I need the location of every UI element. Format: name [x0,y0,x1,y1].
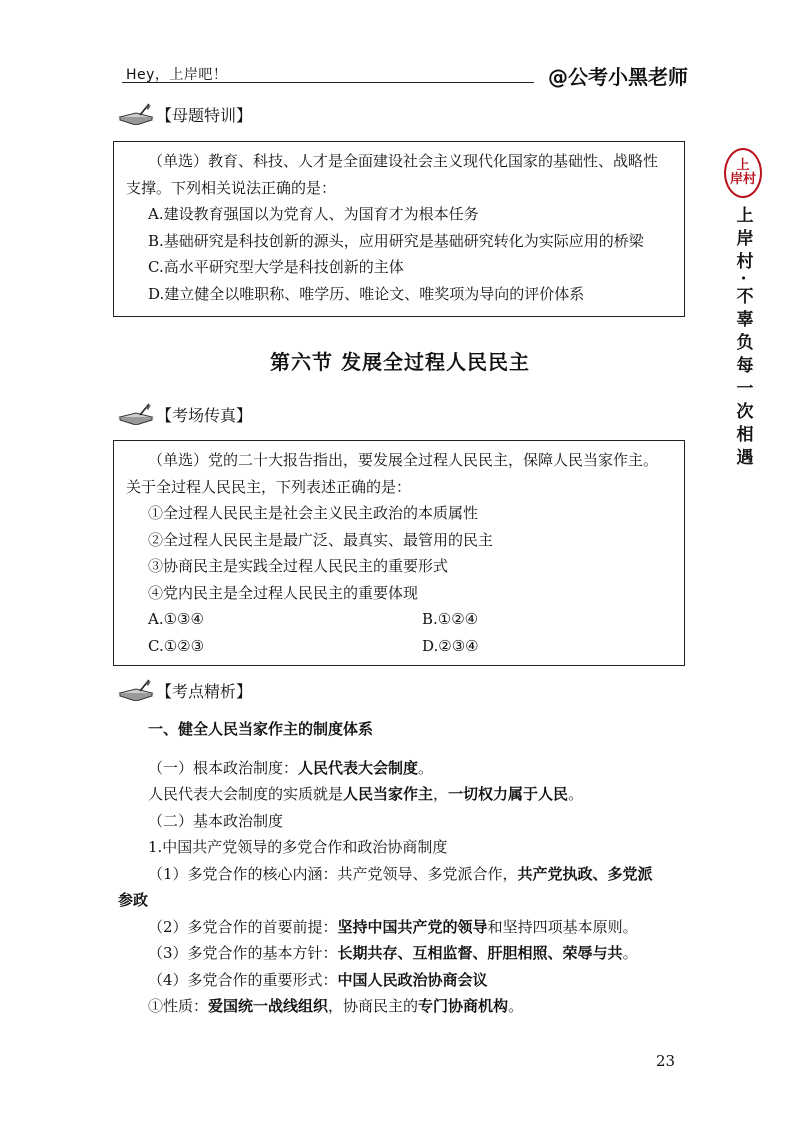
page-number: 23 [656,1052,676,1070]
choice-a: A.①③④ [148,610,204,628]
text: ，协商民主的 [328,997,419,1015]
paragraph-1 [118,755,688,782]
question-box-exam [113,440,685,666]
side-motto: 上岸村·不辜负每一次相遇 [732,206,753,471]
emphasis: 人民代表大会制度 [298,758,419,777]
answer-option-a: A.建设教育强国以为党育人、为国育才为根本任务 [148,205,479,223]
text: ， [433,785,449,803]
text: 。 [568,785,584,803]
section-tag-label: 【母题特训】 [156,105,253,125]
text: 。 [508,997,524,1015]
choice-d: D.②③④ [422,636,479,655]
emphasis: 参政 [118,891,149,909]
text: （2）多党合作的首要前提： [148,917,338,936]
section-tag-label: 【考点精析】 [156,681,253,701]
seal-line-2: 岸村 [729,172,756,187]
question-stem-line1: （单选）党的二十大报告指出，要发展全过程人民民主，保障人民当家作主。 [148,451,659,469]
paragraph-4: 1.中国共产党领导的多党合作和政治协商制度 [148,838,448,856]
book-quill-icon [118,103,154,125]
book-quill-icon [118,403,154,425]
text: （一）根本政治制度： [148,758,299,777]
paragraph-6 [118,914,688,941]
text: 。 [622,944,638,962]
question-stem-line2: 关于全过程人民民主，下列表述正确的是： [126,477,412,496]
section-tag-analysis [118,677,252,703]
answer-option-c: C.高水平研究型大学是科技创新的主体 [148,258,404,276]
answer-option-b: B.基础研究是科技创新的源头，应用研究是基础研究转化为实际应用的桥梁 [148,231,644,250]
text: 。 [418,758,434,777]
emphasis: 一切权力属于人民 [448,785,569,803]
emphasis: 共产党执政、多党派 [517,864,653,883]
emphasis: 爱国统一战线组织 [208,997,329,1015]
paragraph-2 [118,781,688,808]
village-seal [724,148,762,198]
emphasis: 专门协商机构 [418,997,509,1015]
side-banner [724,148,762,471]
statement-2: ②全过程人民民主是最广泛、最真实、最管用的民主 [148,530,494,549]
section-tag-practice [118,101,252,127]
text: ①性质： [148,997,209,1015]
choices-row-2 [126,633,674,660]
chapter-title: 第六节 发展全过程人民民主 [270,350,530,374]
header-author: @公考小黑老师 [548,65,688,89]
question-stem-line2: 支撑。下列相关说法正确的是： [126,178,337,197]
paragraph-8 [118,967,688,994]
section-tag-exam [118,401,252,427]
section-tag-label: 【考场传真】 [156,405,253,425]
statement-1: ①全过程人民民主是社会主义民主政治的本质属性 [148,504,479,522]
paragraph-5-continued [118,887,688,914]
question-stem-line1: （单选）教育、科技、人才是全面建设社会主义现代化国家的基础性、战略性 [148,152,659,170]
paragraph-5 [118,861,688,888]
choice-b: B.①②④ [422,610,479,628]
book-quill-icon [118,679,154,701]
choices-row-1 [126,606,674,633]
text: 和坚持四项基本原则。 [487,917,638,936]
analysis-body [118,716,688,1020]
answer-option-d: D.建立健全以唯职称、唯学历、唯论文、唯奖项为导向的评价体系 [148,284,585,303]
header-slogan: Hey，上岸吧！ [126,67,228,83]
choice-c: C.①②③ [148,636,205,655]
paragraph-3: （二）基本政治制度 [148,811,284,830]
statement-4: ④党内民主是全过程人民民主的重要体现 [148,583,419,602]
text: （1）多党合作的核心内涵：共产党领导、多党派合作， [148,864,518,883]
emphasis: 坚持中国共产党的领导 [337,917,488,936]
emphasis: 长期共存、互相监督、肝胆相照、荣辱与共 [337,944,623,962]
analysis-heading: 一、健全人民当家作主的制度体系 [148,720,374,738]
statement-3: ③协商民主是实践全过程人民民主的重要形式 [148,557,449,575]
paragraph-9 [118,993,688,1020]
header-divider [122,82,534,83]
text: 人民代表大会制度的实质就是 [148,785,344,803]
paragraph-7 [118,940,688,967]
question-box-practice [113,141,685,317]
text: （4）多党合作的重要形式： [148,970,338,989]
emphasis: 人民当家作主 [343,785,434,803]
text: （3）多党合作的基本方针： [148,944,338,962]
emphasis: 中国人民政治协商会议 [337,970,488,989]
seal-line-1: 上 [736,158,750,173]
